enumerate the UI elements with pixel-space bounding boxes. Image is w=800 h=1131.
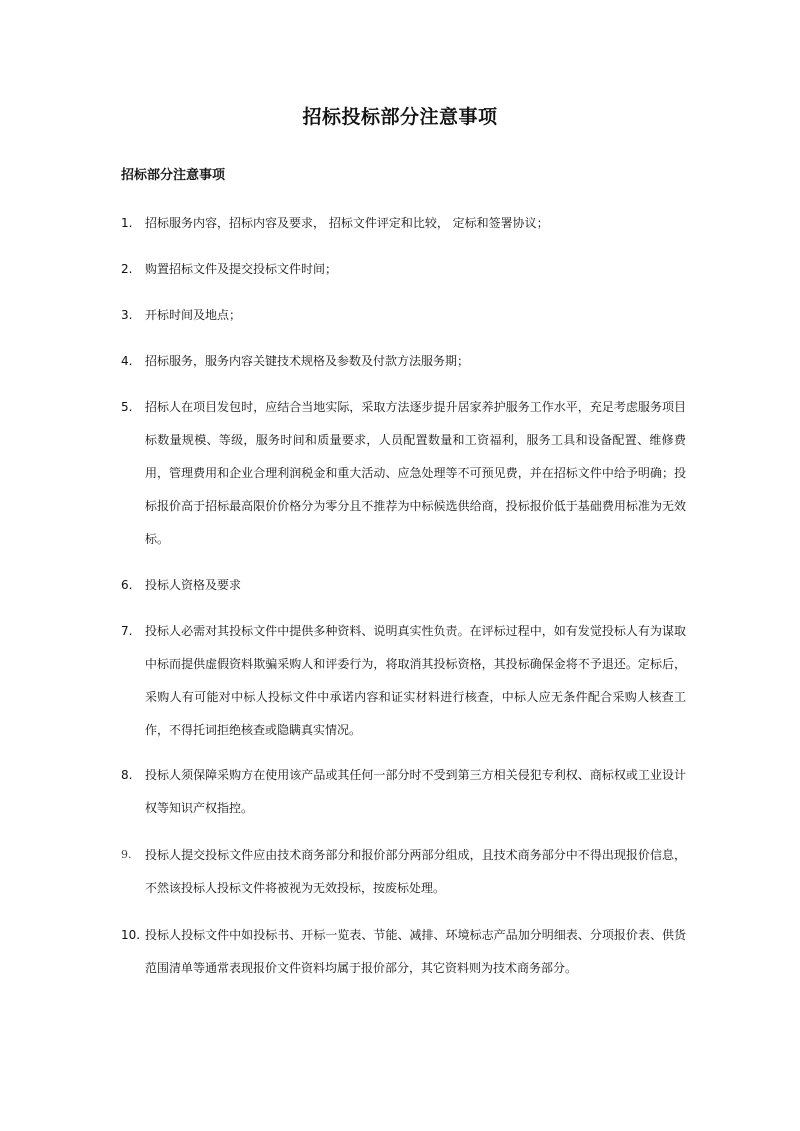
list-item-8 bbox=[121, 766, 686, 832]
list-item-text: 招标服务，服务内容关键技术规格及参数及付款方法服务期； bbox=[145, 354, 470, 368]
list-item-2 bbox=[121, 260, 686, 278]
list-item-text: 投标人须保障采购方在使用该产品或其任何一部分时不受到第三方相关侵犯专利权、商标权或工业设计权等知识产权指控。 bbox=[145, 768, 686, 815]
list-item-text: 招标人在项目发包时，应结合当地实际，采取方法逐步提升居家养护服务工作水平，充足考虑服务项目标数量规模、等级，服务时间和质量要求，人员配置数量和工资福利，服务工具和设备配置、维修费用，管理费用和企业合理利润税金和重大活动、应急处理等不可预见费，并在招标文件中给予明确；投标报价高于招标最高限价价格分为零分且不推荐为中标候选供给商，投标报价低于基础费用标准为无效标。 bbox=[145, 400, 686, 546]
list-item-text: 投标人提交投标文件应由技术商务部分和报价部分两部分组成，且技术商务部分中不得出现报价信息，不然该投标人投标文件将被视为无效投标，按废标处理。 bbox=[145, 848, 686, 895]
section-heading: 招标部分注意事项 bbox=[121, 168, 226, 183]
list-item-number: 9. bbox=[121, 848, 132, 861]
list-item-text: 招标服务内容，招标内容及要求， 招标文件评定和比较， 定标和签署协议； bbox=[145, 216, 549, 230]
list-item-9 bbox=[121, 846, 686, 912]
list-item-number: 1. bbox=[121, 216, 133, 230]
list-item-number: 3. bbox=[121, 308, 133, 322]
list-item-3 bbox=[121, 306, 686, 324]
list-item-number: 5. bbox=[121, 400, 133, 414]
list-item-10 bbox=[121, 926, 686, 992]
document-title: 招标投标部分注意事项 bbox=[302, 106, 498, 128]
list-item-text: 投标人必需对其投标文件中提供多种资料、说明真实性负责。在评标过程中，如有发觉投标人有为谋取中标而提供虚假资料欺骗采购人和评委行为，将取消其投标资格，其投标确保金将不予退还。定标后，采购人有可能对中标人投标文件中承诺内容和证实材料进行核查，中标人应无条件配合采购人核查工作，不得托词拒绝核查或隐瞒真实情况。 bbox=[145, 624, 686, 737]
list-item-7 bbox=[121, 622, 686, 754]
list-item-number: 2. bbox=[121, 262, 133, 276]
list-item-number: 10. bbox=[121, 928, 141, 942]
list-item-text: 投标人资格及要求 bbox=[145, 578, 242, 592]
list-item-text: 开标时间及地点； bbox=[145, 308, 242, 322]
list-item-text: 投标人投标文件中如投标书、开标一览表、节能、减排、环境标志产品加分明细表、分项报价表、供货范围清单等通常表现报价文件资料均属于报价部分，其它资料则为技术商务部分。 bbox=[145, 928, 686, 975]
list-item-number: 6. bbox=[121, 578, 133, 592]
list-item-6 bbox=[121, 576, 686, 594]
list-item-1 bbox=[121, 214, 686, 232]
list-item-5 bbox=[121, 398, 686, 563]
list-item-number: 8. bbox=[121, 768, 133, 782]
list-item-text: 购置招标文件及提交投标文件时间； bbox=[145, 262, 338, 276]
list-item-4 bbox=[121, 352, 686, 370]
list-item-number: 7. bbox=[121, 624, 133, 638]
list-item-number: 4. bbox=[121, 354, 133, 368]
